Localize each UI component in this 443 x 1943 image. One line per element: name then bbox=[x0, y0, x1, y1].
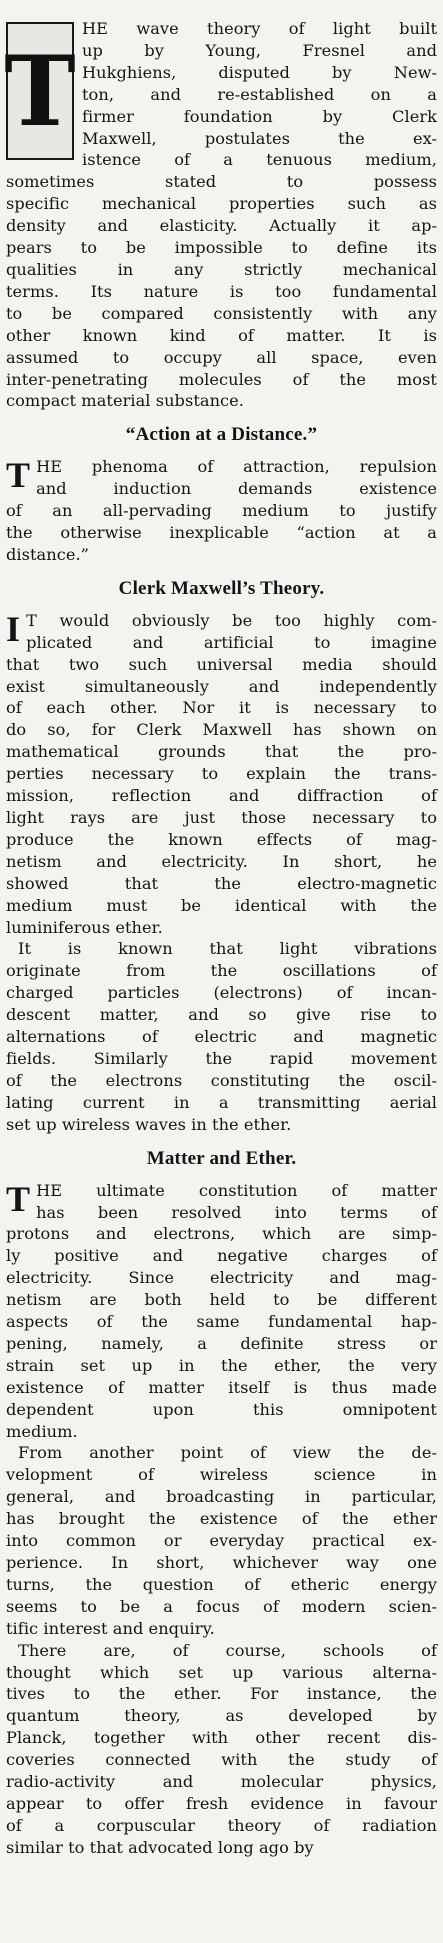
text-line: thought which set up various alterna- bbox=[6, 1662, 437, 1682]
text-line: medium must be identical with the bbox=[6, 895, 437, 915]
section-heading: “Action at a Distance.” bbox=[125, 424, 318, 446]
section-paragraph bbox=[6, 1180, 437, 1443]
text-line: density and elasticity. Actually it ap- bbox=[6, 216, 437, 236]
text-line: HE ultimate constitution of matter bbox=[36, 1180, 437, 1200]
text-line: aspects of the same fundamental hap- bbox=[6, 1312, 437, 1332]
text-line: produce the known effects of mag- bbox=[6, 829, 437, 849]
text-line: T would obviously be too highly com- bbox=[26, 610, 437, 630]
text-line: fields. Similarly the rapid movement bbox=[6, 1048, 437, 1068]
text-line: that two such universal media should bbox=[6, 654, 437, 674]
text-line: up by Young, Fresnel and bbox=[82, 40, 437, 60]
text-line: terms. Its nature is too fundamental bbox=[6, 281, 437, 301]
text-line: of a corpuscular theory of radiation bbox=[6, 1815, 437, 1835]
text-line: istence of a tenuous medium, bbox=[82, 150, 437, 170]
text-line: HE wave theory of light built bbox=[82, 19, 437, 38]
text-line: mission, reflection and diffraction of bbox=[6, 786, 437, 806]
text-line: electricity. Since electricity and mag- bbox=[6, 1268, 437, 1288]
text-line: pening, namely, a definite stress or bbox=[6, 1333, 437, 1353]
text-line: protons and electrons, which are simp- bbox=[6, 1224, 437, 1244]
section-heading: Matter and Ether. bbox=[146, 1147, 297, 1169]
text-line: general, and broadcasting in particular, bbox=[6, 1487, 437, 1507]
text-line: tific interest and enquiry. bbox=[6, 1618, 215, 1638]
text-line: descent matter, and so give rise to bbox=[6, 1005, 437, 1025]
text-line: showed that the electro-magnetic bbox=[6, 873, 437, 893]
article-sections bbox=[6, 424, 437, 1858]
text-line: compact material substance. bbox=[6, 391, 244, 411]
text-line: other known kind of matter. It is bbox=[6, 325, 437, 345]
text-line: lating current in a transmitting aerial bbox=[6, 1092, 437, 1112]
text-line: charged particles (electrons) of incan- bbox=[6, 983, 437, 1003]
text-line: plicated and artificial to imagine bbox=[26, 632, 437, 652]
ornamental-dropcap: T bbox=[6, 22, 74, 160]
text-line: distance.” bbox=[6, 544, 89, 564]
text-line: the otherwise inexplicable “action at a bbox=[6, 523, 437, 543]
text-line: originate from the oscillations of bbox=[6, 961, 437, 981]
intro-paragraph bbox=[6, 18, 437, 412]
text-line: assumed to occupy all space, even bbox=[6, 347, 437, 367]
text-line: alternations of electric and magnetic bbox=[6, 1027, 437, 1047]
text-line: specific mechanical properties such as bbox=[6, 194, 437, 214]
section-initial: T bbox=[6, 1178, 31, 1219]
section-paragraph bbox=[6, 1640, 437, 1859]
text-line: of each other. Nor it is necessary to bbox=[6, 698, 437, 718]
text-line: From another point of view the de- bbox=[18, 1443, 437, 1463]
text-line: turns, the question of etheric energy bbox=[6, 1574, 437, 1594]
text-line: inter-penetrating molecules of the most bbox=[6, 369, 437, 389]
text-line: There are, of course, schools of bbox=[18, 1640, 437, 1660]
text-line: of an all-pervading medium to justify bbox=[6, 501, 437, 521]
text-line: ton, and re-established on a bbox=[82, 84, 437, 104]
text-line: has been resolved into terms of bbox=[36, 1202, 437, 1222]
section-paragraph bbox=[6, 1442, 437, 1639]
text-line: seems to be a focus of modern scien- bbox=[6, 1596, 437, 1616]
text-line: exist simultaneously and independently bbox=[6, 676, 437, 696]
text-line: appear to offer fresh evidence in favour bbox=[6, 1793, 437, 1813]
section-initial: T bbox=[6, 455, 31, 496]
text-line: qualities in any strictly mechanical bbox=[6, 259, 437, 279]
text-line: HE phenoma of attraction, repulsion bbox=[36, 457, 437, 477]
text-line: strain set up in the ether, the very bbox=[6, 1355, 437, 1375]
text-line: light rays are just those necessary to bbox=[6, 808, 437, 827]
text-line: quantum theory, as developed by bbox=[6, 1706, 437, 1726]
section-paragraph bbox=[6, 938, 437, 1135]
text-line: luminiferous ether. bbox=[6, 917, 163, 937]
text-line: firmer foundation by Clerk bbox=[82, 106, 437, 126]
text-line: similar to that advocated long ago by bbox=[6, 1837, 314, 1857]
text-line: Planck, together with other recent dis- bbox=[6, 1728, 437, 1748]
text-line: set up wireless waves in the ether. bbox=[6, 1114, 292, 1134]
text-line: velopment of wireless science in bbox=[6, 1465, 437, 1485]
section-paragraph bbox=[6, 610, 437, 939]
text-line: Hukghiens, disputed by New- bbox=[82, 62, 437, 82]
section-paragraph bbox=[6, 456, 437, 566]
text-line: coveries connected with the study of bbox=[6, 1750, 437, 1770]
section-heading: Clerk Maxwell’s Theory. bbox=[118, 577, 325, 599]
text-line: Maxwell, postulates the ex- bbox=[82, 128, 437, 148]
text-line: radio-activity and molecular physics, bbox=[6, 1772, 437, 1792]
text-line: existence of matter itself is thus made bbox=[6, 1377, 437, 1397]
text-line: and induction demands existence bbox=[36, 479, 437, 499]
text-line: ly positive and negative charges of bbox=[6, 1246, 437, 1266]
text-line: tives to the ether. For instance, the bbox=[6, 1684, 437, 1704]
text-line: dependent upon this omnipotent bbox=[6, 1399, 437, 1419]
text-line: has brought the existence of the ether bbox=[6, 1509, 437, 1529]
text-line: into common or everyday practical ex- bbox=[6, 1531, 437, 1551]
text-line: perties necessary to explain the trans- bbox=[6, 764, 437, 784]
text-line: netism are both held to be different bbox=[6, 1290, 437, 1310]
text-line: netism and electricity. In short, he bbox=[6, 851, 437, 871]
text-line: medium. bbox=[6, 1421, 78, 1441]
text-line: to be compared consistently with any bbox=[6, 303, 437, 323]
text-line: It is known that light vibrations bbox=[18, 939, 437, 959]
text-line: of the electrons constituting the oscil- bbox=[6, 1070, 437, 1090]
text-line: sometimes stated to possess bbox=[6, 172, 437, 192]
text-line: mathematical grounds that the pro- bbox=[6, 742, 437, 762]
text-line: do so, for Clerk Maxwell has shown on bbox=[6, 720, 437, 740]
text-line: perience. In short, whichever way one bbox=[6, 1553, 437, 1572]
section-initial: I bbox=[6, 608, 21, 649]
text-line: pears to be impossible to define its bbox=[6, 238, 437, 258]
